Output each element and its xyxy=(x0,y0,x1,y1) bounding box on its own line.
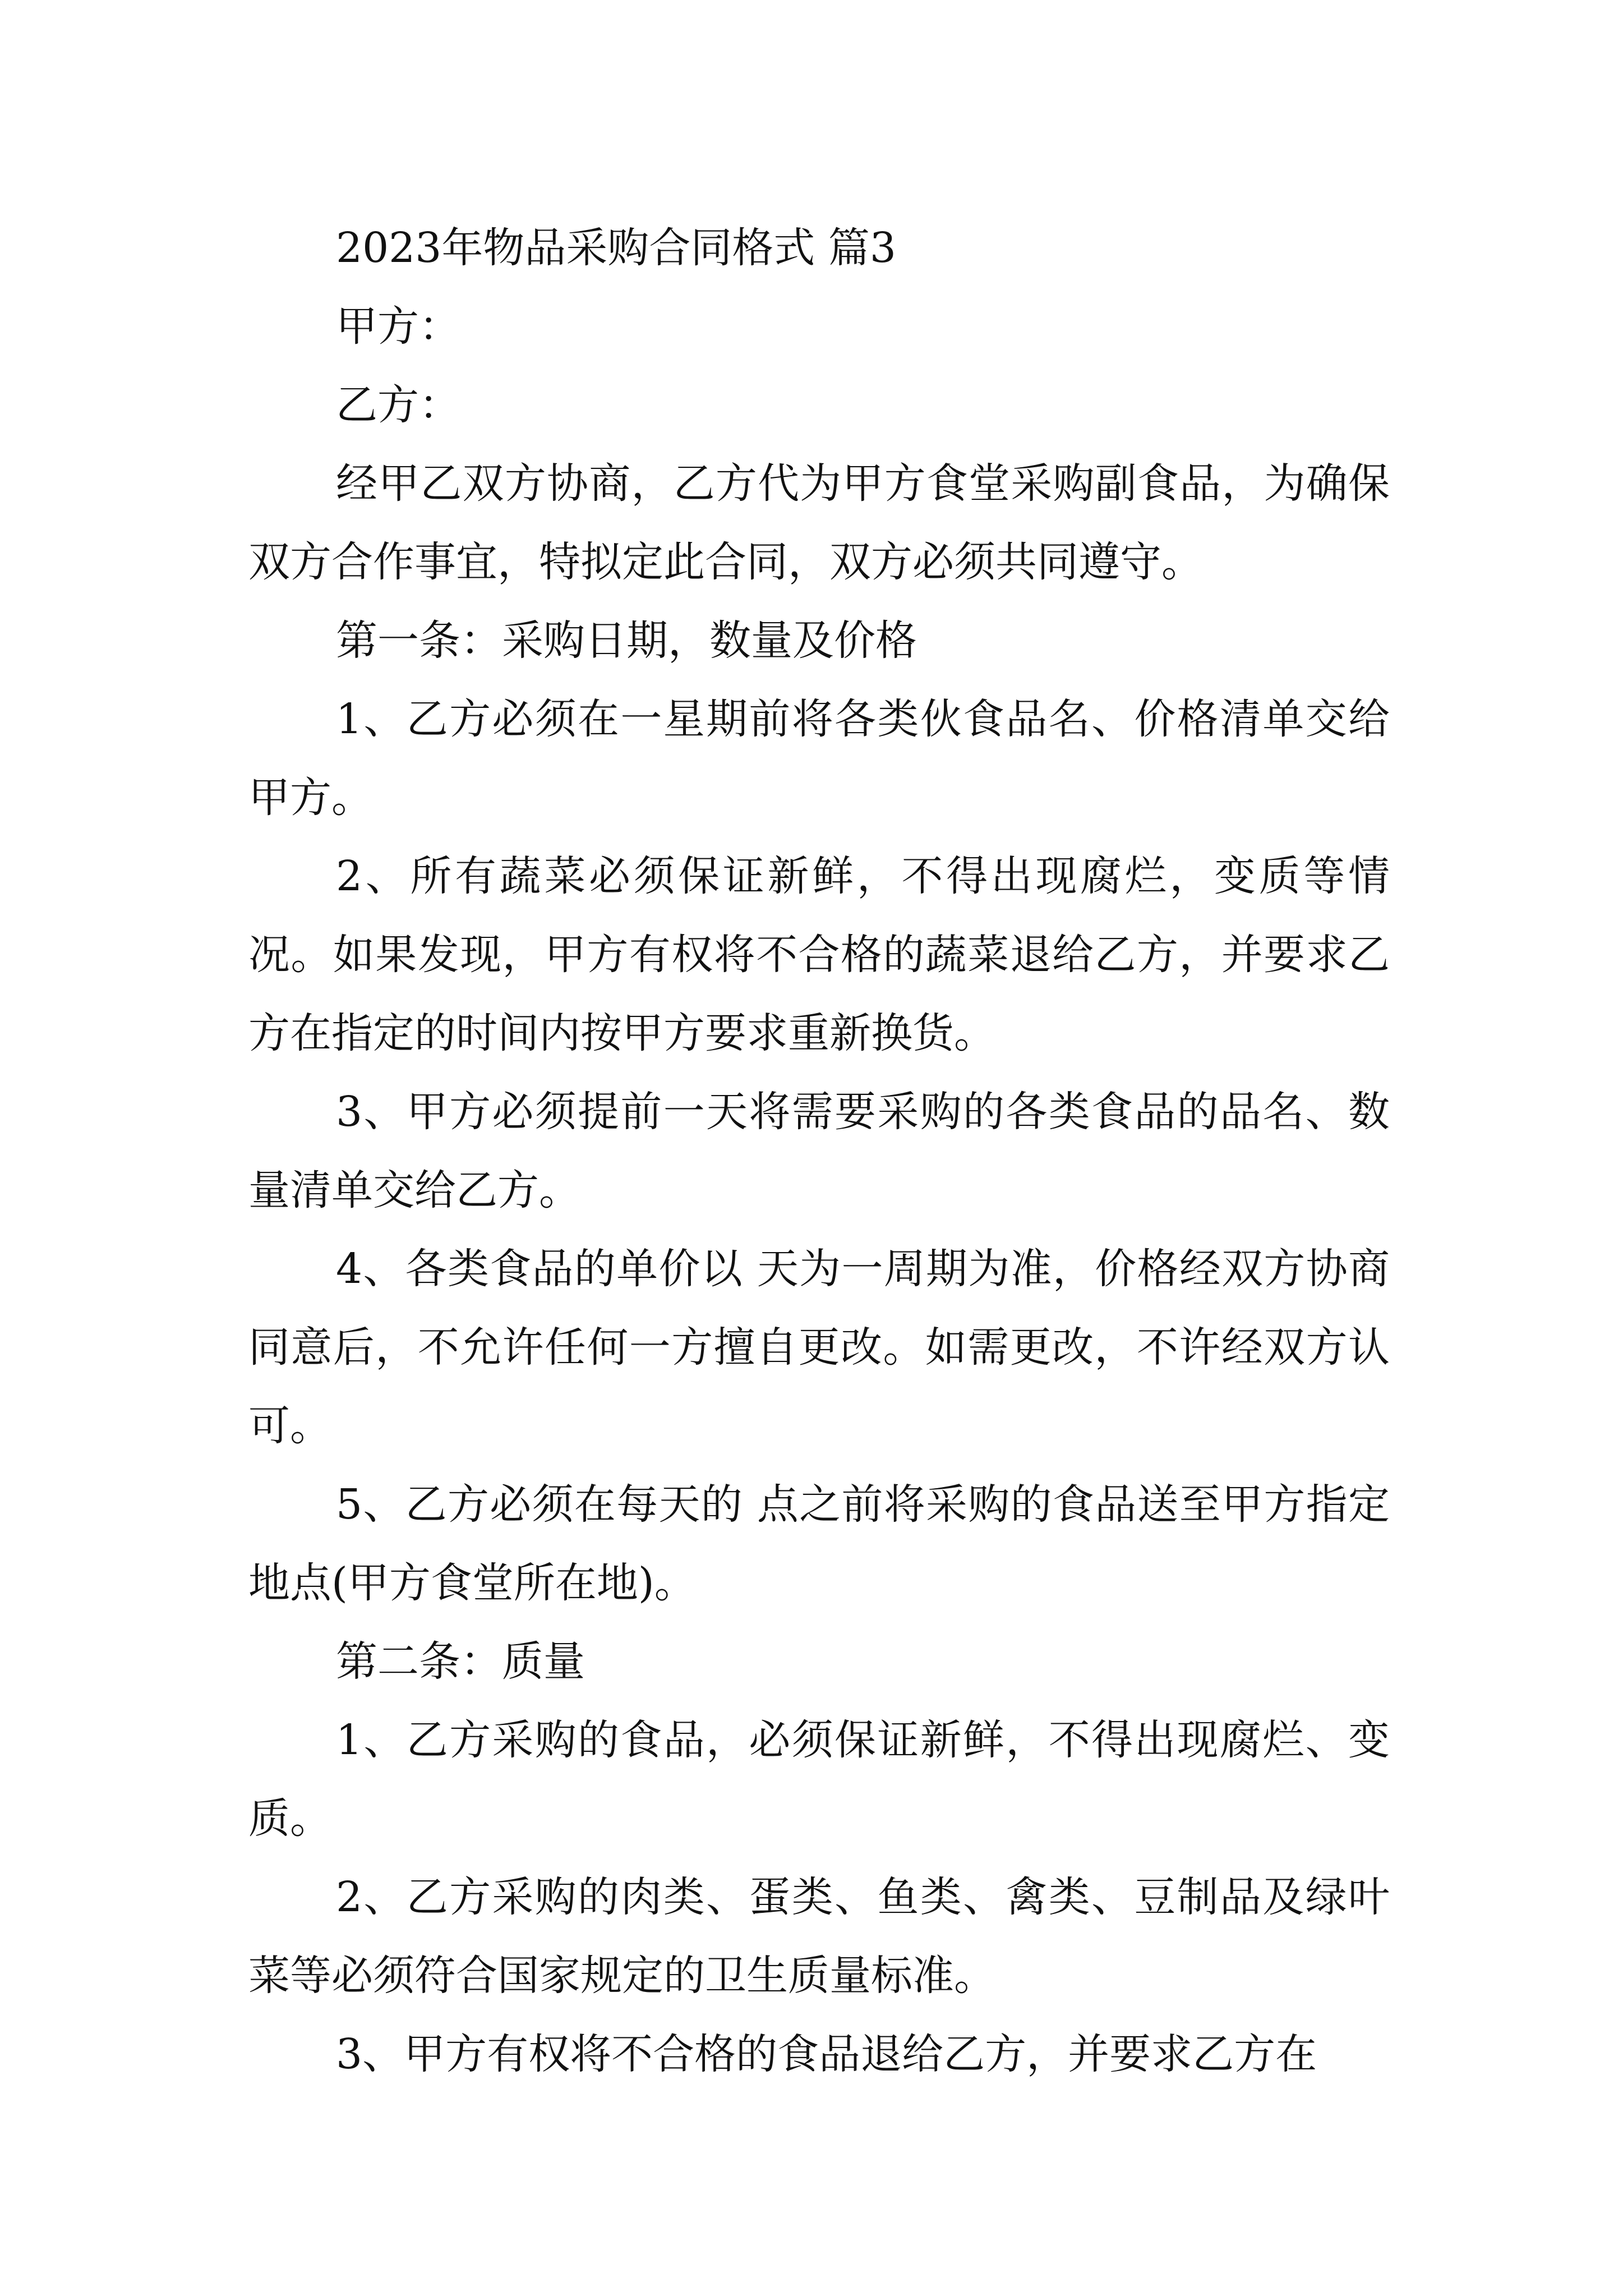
article-1-clause-1: 1、乙方必须在一星期前将各类伙食品名、价格清单交给甲方。 xyxy=(248,695,1390,822)
article-1-clause-2: 2、所有蔬菜必须保证新鲜，不得出现腐烂，变质等情况。如果发现，甲方有权将不合格的蔬菜退给乙方，并要求乙方在指定的时间内按甲方要求重新换货。 xyxy=(248,852,1390,1057)
article-1-clause-4: 4、各类食品的单价以 天为一周期为准，价格经双方协商同意后，不允许任何一方擅自更改。如需更改，不许经双方认可。 xyxy=(248,1245,1390,1450)
article-1-clause-3: 3、甲方必须提前一天将需要采购的各类食品的品名、数量清单交给乙方。 xyxy=(248,1088,1390,1214)
party-a-line: 甲方： xyxy=(336,302,460,351)
document-body xyxy=(248,209,1390,2093)
article-2-clause-1: 1、乙方采购的食品，必须保证新鲜，不得出现腐烂、变质。 xyxy=(248,1716,1390,1843)
article-1-clause-5: 5、乙方必须在每天的 点之前将采购的食品送至甲方指定地点(甲方食堂所在地)。 xyxy=(248,1480,1390,1607)
preamble-paragraph: 经甲乙双方协商，乙方代为甲方食堂采购副食品，为确保双方合作事宜，特拟定此合同，双方必须共同遵守。 xyxy=(248,459,1390,586)
article-1-heading: 第一条：采购日期，数量及价格 xyxy=(336,616,917,665)
article-2-heading: 第二条：质量 xyxy=(336,1637,585,1686)
article-2-clause-2: 2、乙方采购的肉类、蛋类、鱼类、禽类、豆制品及绿叶菜等必须符合国家规定的卫生质量标准。 xyxy=(248,1873,1390,2000)
article-2-clause-3: 3、甲方有权将不合格的食品退给乙方，并要求乙方在 xyxy=(336,2030,1317,2078)
party-b-line: 乙方： xyxy=(336,381,460,429)
document-title: 2023年物品采购合同格式 篇3 xyxy=(336,224,896,272)
